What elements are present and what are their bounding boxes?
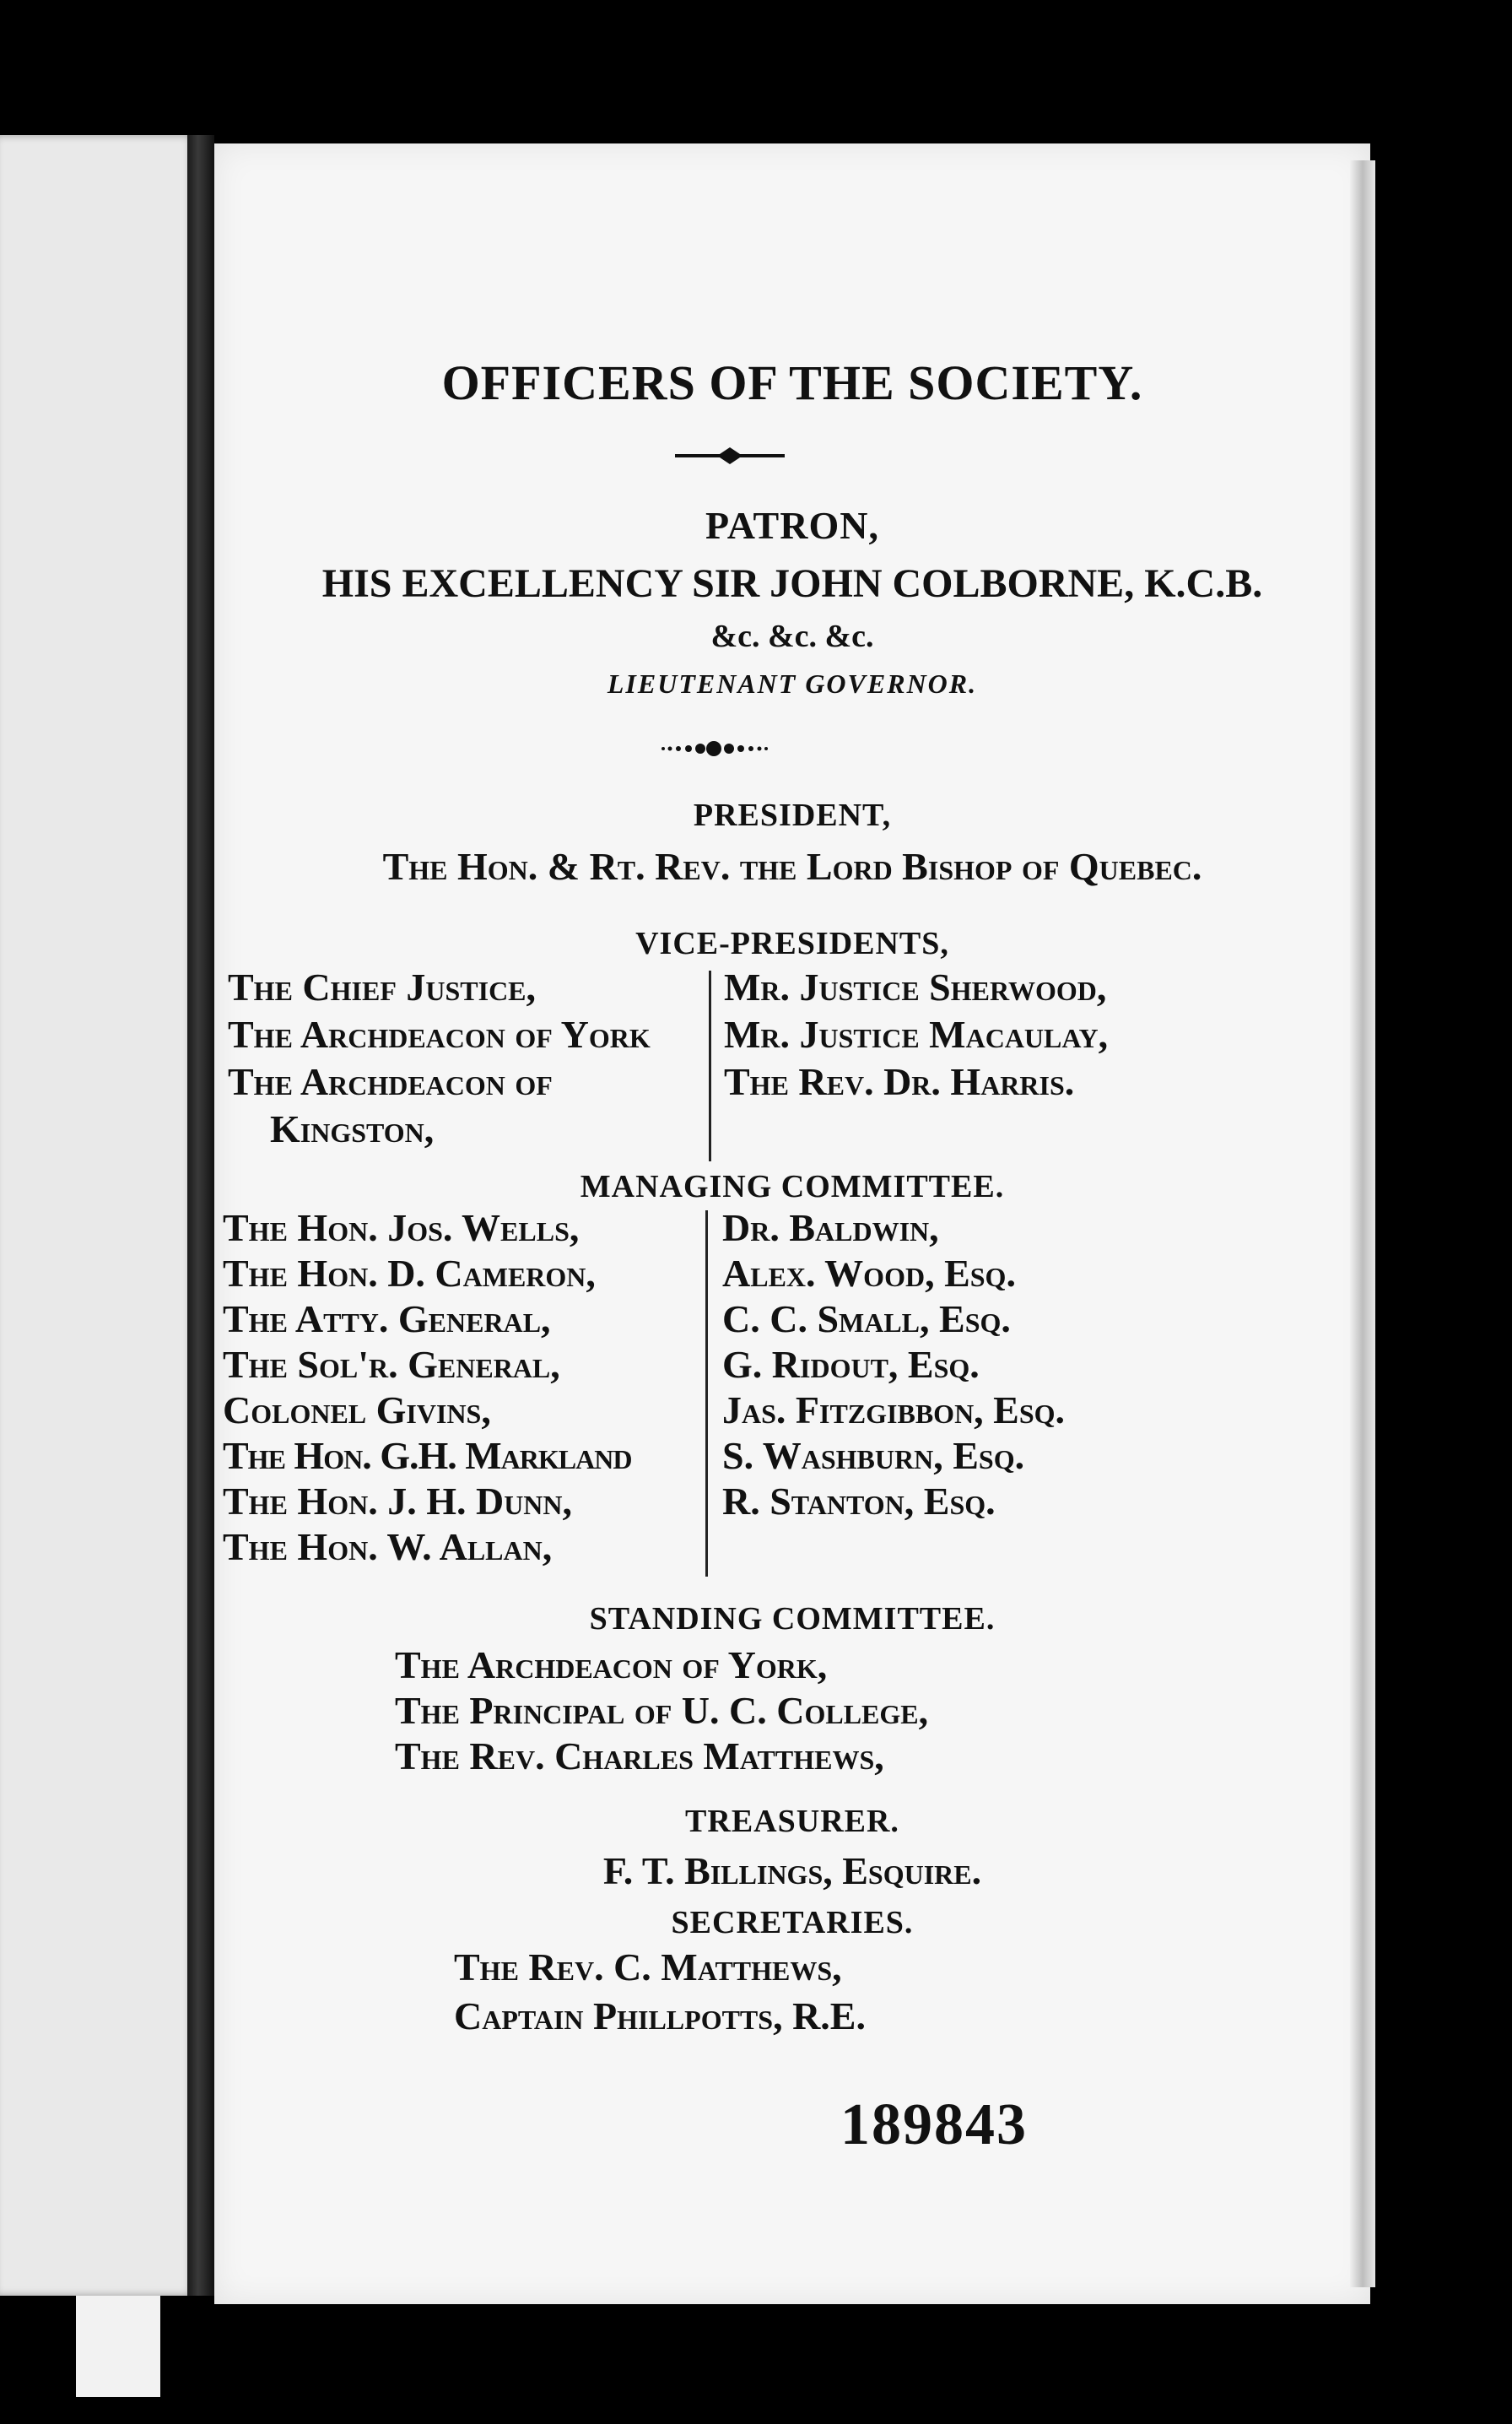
page-edge	[1350, 160, 1375, 2287]
secretary-2: Captain Phillpotts, R.E.	[454, 1994, 866, 2037]
ornament-dots-icon	[658, 738, 785, 760]
book-spine	[187, 135, 214, 2296]
vice-president-left-2: The Archdeacon of York	[228, 1013, 651, 1056]
managing-left-6: The Hon. G.H. Markland	[223, 1434, 632, 1477]
vice-president-right-2: Mr. Justice Macaulay,	[724, 1013, 1109, 1056]
president-heading: PRESIDENT,	[693, 798, 892, 833]
vice-president-left-4: Kingston,	[270, 1107, 435, 1150]
secretaries-list	[454, 1943, 866, 2041]
standing-member-1: The Archdeacon of York,	[395, 1643, 828, 1686]
managing-right-7: R. Stanton, Esq.	[722, 1480, 996, 1523]
secretary-1: The Rev. C. Matthews,	[454, 1945, 842, 1988]
treasurer-heading: TREASURER.	[685, 1804, 899, 1839]
president-name: The Hon. & Rt. Rev. the Lord Bishop of Quebec.	[382, 845, 1202, 888]
standing-committee-list	[395, 1642, 928, 1779]
managing-right-4: G. Ridout, Esq.	[722, 1343, 980, 1386]
left-facing-page	[0, 135, 196, 2296]
vice-presidents-left-column	[228, 964, 651, 1153]
patron-etc: &c. &c. &c.	[710, 619, 874, 654]
standing-member-2: The Principal of U. C. College,	[395, 1689, 929, 1732]
managing-left-8: The Hon. W. Allan,	[223, 1525, 553, 1568]
vice-presidents-right-column	[724, 964, 1108, 1106]
managing-right-5: Jas. Fitzgibbon, Esq.	[722, 1388, 1066, 1431]
standing-member-3: The Rev. Charles Matthews,	[395, 1734, 884, 1777]
managing-left-7: The Hon. J. H. Dunn,	[223, 1480, 573, 1523]
vice-president-left-1: The Chief Justice,	[228, 966, 537, 1009]
patron-name: HIS EXCELLENCY SIR JOHN COLBORNE, K.C.B.	[321, 561, 1263, 606]
managing-left-4: The Sol'r. General,	[223, 1343, 560, 1386]
managing-left-3: The Atty. General,	[223, 1297, 551, 1340]
managing-committee-left-column	[223, 1205, 631, 1570]
secretaries-heading: SECRETARIES.	[671, 1905, 914, 1940]
managing-committee-right-column	[722, 1205, 1065, 1524]
managing-right-1: Dr. Baldwin,	[722, 1206, 939, 1249]
vice-presidents-heading: VICE-PRESIDENTS,	[635, 926, 949, 961]
managing-right-3: C. C. Small, Esq.	[722, 1297, 1011, 1340]
ornament-divider-icon	[675, 446, 785, 466]
catalog-number: 189843	[840, 2092, 1028, 2157]
treasurer-name: F. T. Billings, Esquire.	[602, 1849, 982, 1892]
vice-presidents-column-divider	[709, 971, 711, 1161]
page-tab	[76, 2296, 160, 2397]
patron-heading: PATRON,	[705, 504, 879, 547]
managing-right-2: Alex. Wood, Esq.	[722, 1252, 1016, 1295]
managing-committee-column-divider	[705, 1210, 708, 1577]
managing-committee-heading: MANAGING COMMITTEE.	[580, 1169, 1005, 1204]
page-title: OFFICERS OF THE SOCIETY.	[441, 355, 1143, 410]
managing-left-5: Colonel Givins,	[223, 1388, 491, 1431]
managing-left-1: The Hon. Jos. Wells,	[223, 1206, 580, 1249]
standing-committee-heading: STANDING COMMITTEE.	[589, 1601, 996, 1637]
vice-president-right-1: Mr. Justice Sherwood,	[724, 966, 1107, 1009]
managing-left-2: The Hon. D. Cameron,	[223, 1252, 596, 1295]
vice-president-right-3: The Rev. Dr. Harris.	[724, 1060, 1075, 1103]
vice-president-left-3: The Archdeacon of	[228, 1060, 553, 1103]
managing-right-6: S. Washburn, Esq.	[722, 1434, 1025, 1477]
patron-role: LIEUTENANT GOVERNOR.	[607, 668, 978, 699]
